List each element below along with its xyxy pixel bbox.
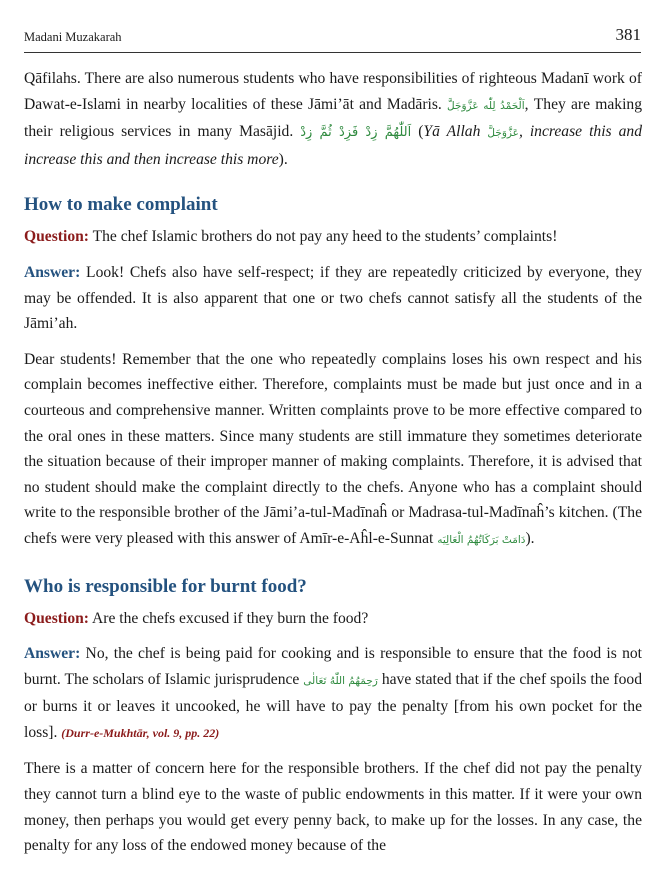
- answer-text: No, the chef is being paid for cooking and is responsible to ensure that the food is not burnt. The scholars of Islamic jurisprudence: [24, 645, 642, 688]
- reference-citation: (Durr-e-Mukhtār, vol. 9, pp. 22): [61, 725, 220, 740]
- intro-end: ).: [278, 150, 288, 168]
- arabic-honorific: عَزَّوَجَلَّ: [487, 127, 519, 140]
- answer-label: Answer:: [24, 645, 81, 663]
- question-complaint: [24, 224, 642, 250]
- question-burnt-food: [24, 606, 642, 632]
- page-body: [24, 66, 642, 859]
- answer-complaint: [24, 260, 642, 337]
- arabic-supplication: اَللّٰهُمَّ زِدْ فَزِدْ ثُمَّ زِدْ: [300, 125, 412, 141]
- running-title: Madani Muzakarah: [24, 30, 122, 44]
- arabic-mercy: رَحِمَهُمُ اللّٰهُ تَعَالٰى: [303, 674, 378, 687]
- arabic-blessing: دَامَتْ بَرَكَاتُهُمُ الْعَالِيَه: [437, 533, 526, 546]
- concern-paragraph: There is a matter of concern here for the responsible brothers. If the chef did not pay the penalty they cannot turn a blind eye to the waste of public endowments in this matter. If it were your own money, then perhaps you would get every penny back, to make up for the losses. In any case, the penalty for any loss of the endowed money because of the: [24, 760, 642, 855]
- complaint-paragraph: [24, 347, 642, 554]
- arabic-praise: اَلْحَمْدُ لِلّٰه عَزَّوَجَلَّ: [447, 99, 525, 112]
- question-label: Question:: [24, 609, 89, 627]
- intro-paren: (: [411, 123, 424, 141]
- question-label: Question:: [24, 228, 89, 246]
- complaint-end: ).: [525, 529, 535, 547]
- page-number: 381: [615, 25, 641, 44]
- intro-text-2: , They are making their religious services in many Masājid.: [24, 95, 642, 141]
- answer-burnt-food: [24, 641, 642, 746]
- answer-text-2: have stated that if the chef spoils the food or burns it or leaves it uncooked, he will have to pay the penalty [from his own pocket for the loss].: [24, 670, 643, 741]
- page-header: [24, 22, 641, 53]
- answer-text: Look! Chefs also have self-respect; if they are repeatedly criticized by everyone, they may be offended. It is also apparent that one or two chefs cannot satisfy all the students of the Jāmi’ah.: [24, 263, 642, 333]
- intro-ya-allah: Yā Allah: [423, 123, 488, 141]
- answer-label: Answer:: [24, 263, 81, 281]
- intro-translation: , increase this and increase this and then increase this more: [24, 123, 642, 168]
- section-heading-burnt-food: Who is responsible for burnt food?: [24, 575, 307, 597]
- intro-paragraph: [24, 66, 642, 172]
- complaint-text: Dear students! Remember that the one who repeatedly complains loses his own respect and his complain becomes ineffective either. Therefore, complaints must be made but just once and in a courteous and comprehensive manner. Written complaints prove to be more effective compared to the oral ones in these matters. Since many students are still immature they sometimes deteriorate the situation because of their improper manner of making complaints. Therefore, it is advised that no student should make the complaint directly to the chefs. Anyone who has a complaint should write to the responsible brother of the Jāmi’a-tul-Madīnaĥ or Madrasa-tul-Madīnaĥ’s kitchen. (The chefs were very pleased with this answer of Amīr-e-Aĥl-e-Sunnat: [24, 350, 642, 547]
- question-text: Are the chefs excused if they burn the food?: [88, 609, 369, 627]
- intro-text: Qāfilahs. There are also numerous students who have responsibilities of righteous Madanī work of Dawat-e-Islami in nearby localities of these Jāmi’āt and Madāris.: [24, 70, 642, 113]
- question-text: The chef Islamic brothers do not pay any heed to the students’ complaints!: [88, 228, 558, 246]
- section-heading-complaint: How to make complaint: [24, 194, 218, 216]
